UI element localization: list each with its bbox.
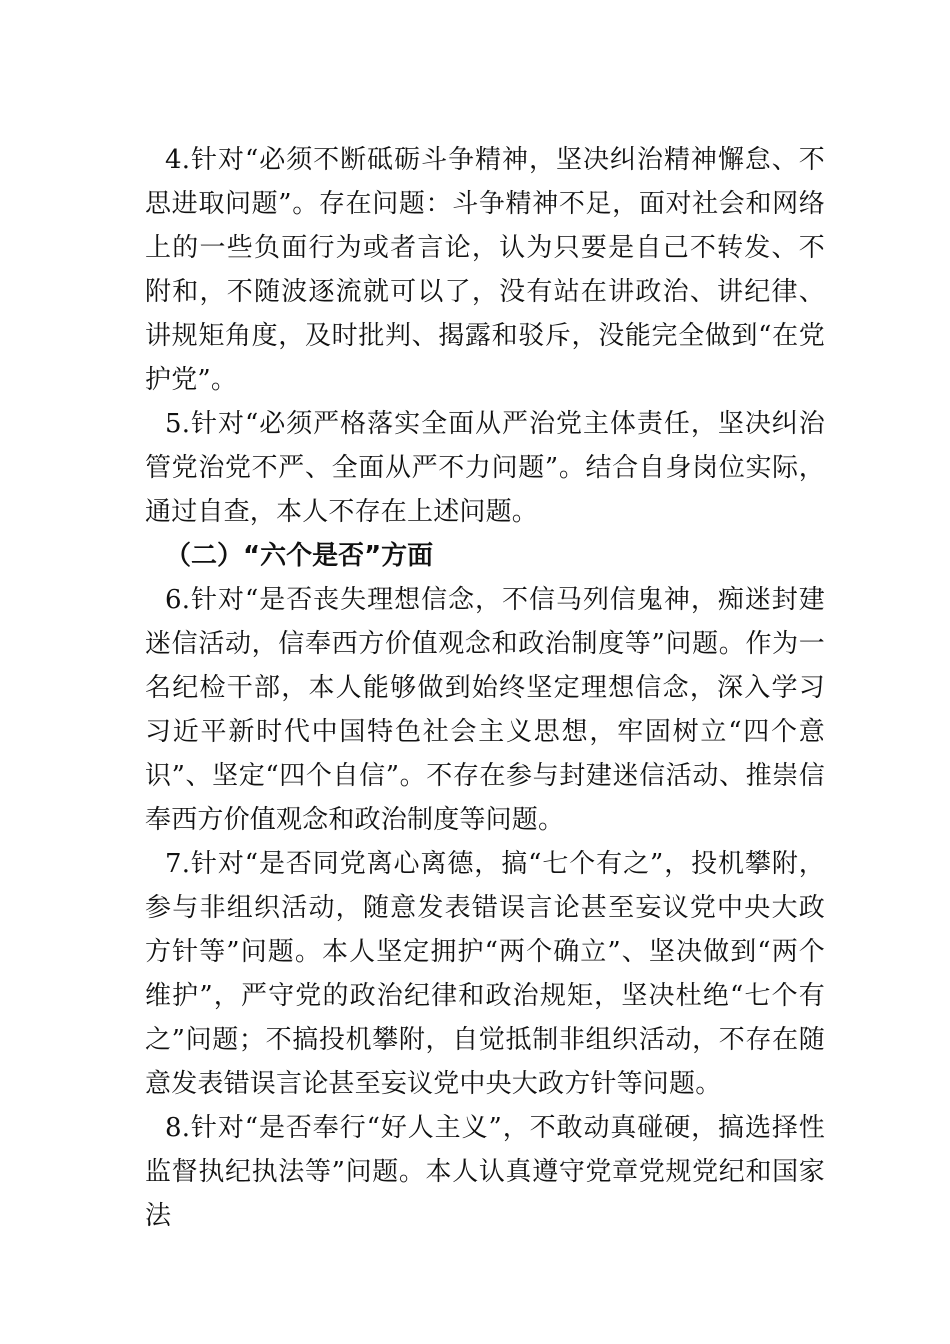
paragraph-item-6: 6.针对“是否丧失理想信念，不信马列信鬼神，痴迷封建迷信活动，信奉西方价值观念和政治制度等”问题。作为一名纪检干部，本人能够做到始终坚定理想信念，深入学习习近平新时代中国特色社会主义思想，牢固树立“四个意识”、坚定“四个自信”。不存在参与封建迷信活动、推崇信奉西方价值观念和政治制度等问题。	[145, 585, 825, 835]
paragraph-item-8: 8.针对“是否奉行“好人主义”，不敢动真碰硬，搞选择性监督执纪执法等”问题。本人认真遵守党章党规党纪和国家法	[145, 1113, 825, 1231]
paragraph-item-7: 7.针对“是否同党离心离德，搞“七个有之”，投机攀附，参与非组织活动，随意发表错误言论甚至妄议党中央大政方针等”问题。本人坚定拥护“两个确立”、坚决做到“两个维护”，严守党的政治纪律和政治规矩，坚决杜绝“七个有之”问题；不搞投机攀附，自觉抵制非组织活动，不存在随意发表错误言论甚至妄议党中央大政方针等问题。	[145, 849, 825, 1099]
paragraph-item-4: 4.针对“必须不断砥砺斗争精神，坚决纠治精神懈怠、不思进取问题”。存在问题：斗争精神不足，面对社会和网络上的一些负面行为或者言论，认为只要是自己不转发、不附和，不随波逐流就可以了，没有站在讲政治、讲纪律、讲规矩角度，及时批判、揭露和驳斥，没能完全做到“在党护党”。	[145, 145, 825, 395]
paragraph-item-5: 5.针对“必须严格落实全面从严治党主体责任，坚决纠治管党治党不严、全面从严不力问题”。结合自身岗位实际，通过自查，本人不存在上述问题。	[145, 409, 825, 527]
document-body	[145, 138, 825, 1238]
section-heading: （二）“六个是否”方面	[165, 541, 434, 571]
